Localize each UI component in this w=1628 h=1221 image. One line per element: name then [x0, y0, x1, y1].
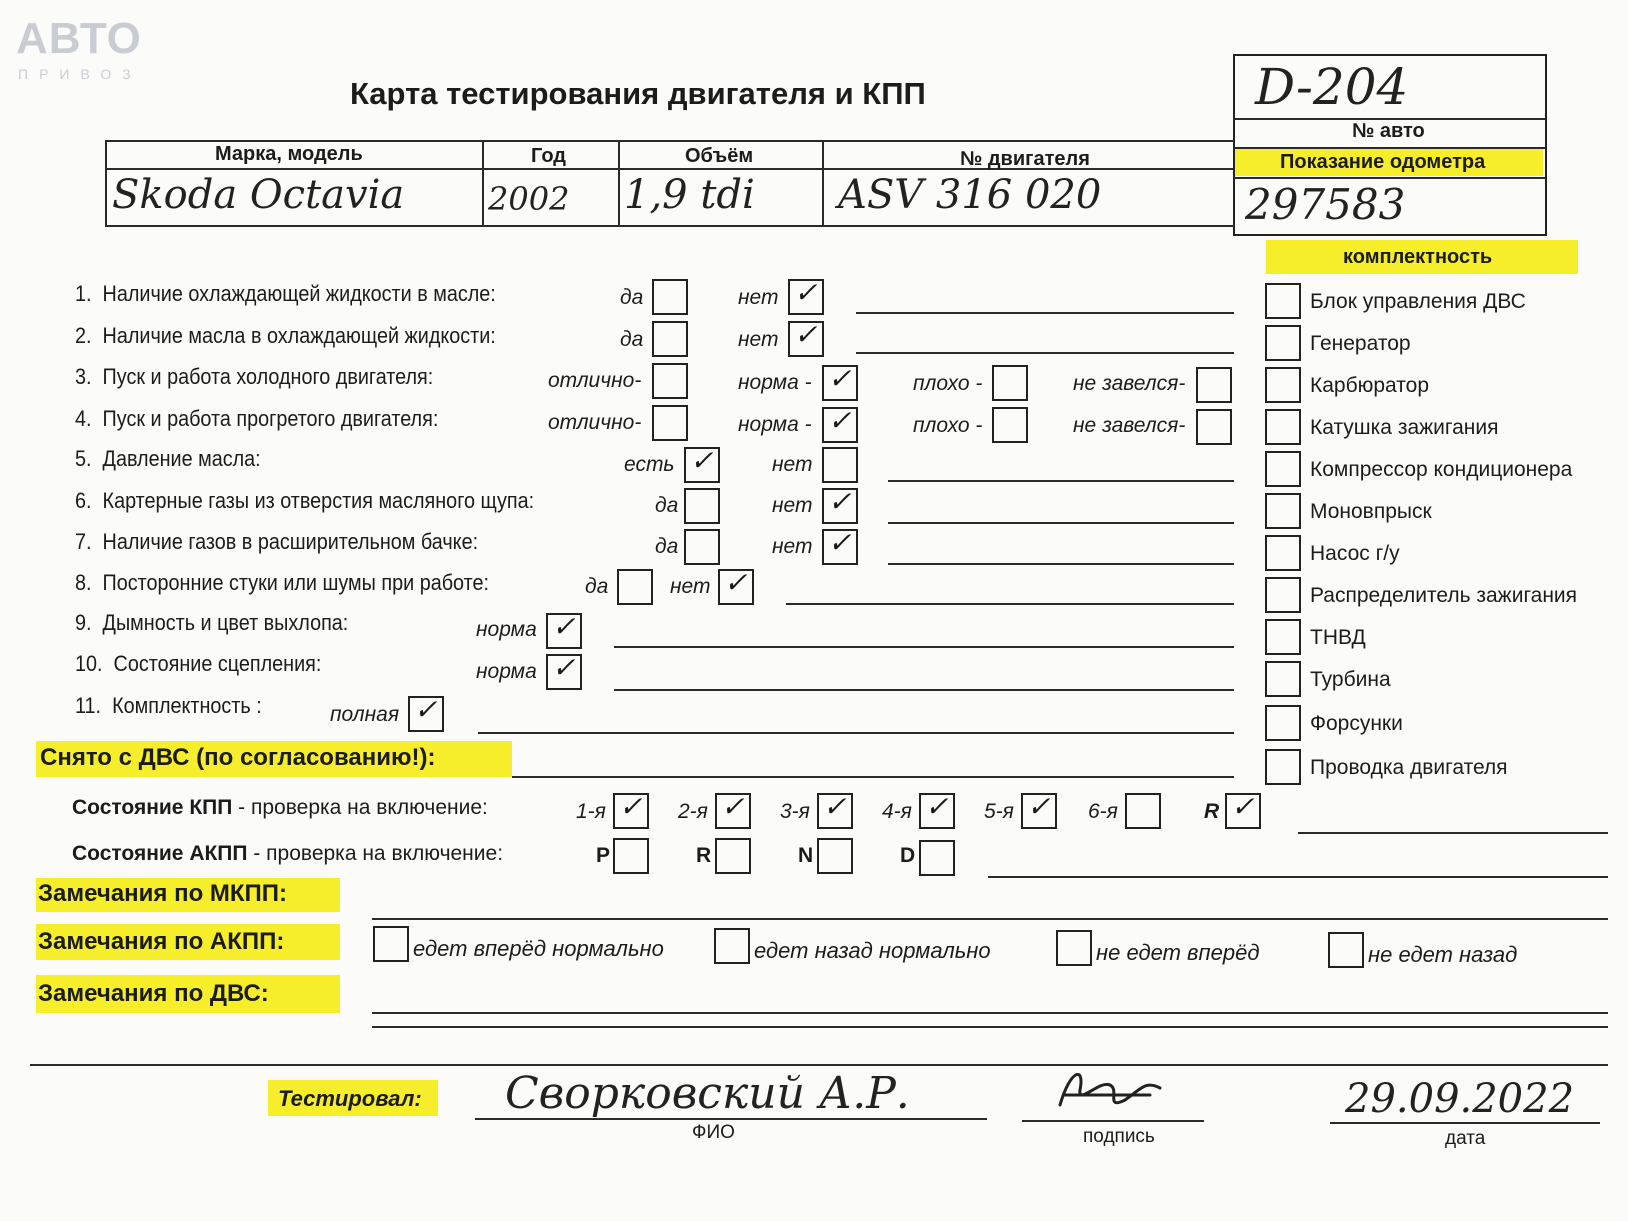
completeness-ignition-coil-label: Катушка зажигания	[1310, 416, 1499, 439]
question-9	[75, 610, 348, 636]
q4-opt-normal-label: норма -	[738, 413, 812, 436]
fio-label: ФИО	[692, 1122, 735, 1143]
akpp-mode-d-label: D	[900, 844, 916, 867]
q2-opt-no-label: нет	[738, 328, 779, 351]
q7-no-checkbox[interactable]	[822, 526, 858, 565]
akpp-no-forward-label: не едет вперёд	[1096, 940, 1260, 965]
col-header-model: Марка, модель	[215, 143, 363, 165]
q5-no-checkbox[interactable]	[822, 447, 858, 483]
question-num: 8.	[75, 570, 92, 595]
removed-label: Снято с ДВС (по согласованию!):	[40, 744, 436, 771]
kpp-label	[72, 796, 488, 820]
value-year: 2002	[488, 180, 570, 218]
q3-nostart-checkbox[interactable]	[1196, 367, 1232, 403]
completeness-ecu-label: Блок управления ДВС	[1310, 290, 1526, 313]
question-text: Наличие охлаждающей жидкости в масле:	[102, 281, 496, 306]
q5-opt-yes-label: есть	[624, 453, 675, 476]
question-text: Картерные газы из отверстия масляного щупа:	[102, 488, 535, 513]
q6-no-checkbox[interactable]	[822, 485, 858, 524]
gear-1-label: 1-я	[576, 800, 606, 823]
q8-yes-checkbox[interactable]	[617, 569, 653, 605]
logo-text: АВТО	[16, 14, 142, 63]
logo	[12, 14, 152, 84]
question-text: Комплектность :	[112, 693, 262, 718]
q8-opt-yes-label: да	[585, 575, 609, 598]
question-text: Наличие масла в охлаждающей жидкости:	[102, 323, 496, 348]
auto-number-value: D-204	[1255, 58, 1409, 116]
question-text: Наличие газов в расширительном бачке:	[102, 529, 479, 554]
q11-full-checkbox[interactable]	[408, 693, 444, 732]
col-header-volume: Объём	[685, 145, 754, 167]
value-model: Skoda Octavia	[112, 172, 405, 218]
q3-opt-normal-label: норма -	[738, 371, 812, 394]
gear-r-label: R	[1204, 800, 1220, 823]
gear-2-checkbox[interactable]	[715, 790, 751, 829]
akpp-mode-r-checkbox[interactable]	[715, 838, 751, 874]
question-num: 4.	[75, 406, 92, 431]
q5-yes-checkbox[interactable]	[684, 444, 720, 483]
checkmark-icon: ✓	[724, 566, 748, 599]
gear-5-checkbox[interactable]	[1021, 790, 1057, 829]
q1-yes-checkbox[interactable]	[652, 279, 688, 315]
q6-opt-no-label: нет	[772, 494, 813, 517]
value-volume: 1,9 tdi	[624, 172, 755, 218]
gear-4-checkbox[interactable]	[919, 790, 955, 829]
question-num: 9.	[75, 610, 92, 635]
completeness-wiring-label: Проводка двигателя	[1310, 756, 1508, 779]
q4-excellent-checkbox[interactable]	[652, 405, 688, 441]
page-title: Карта тестирования двигателя и КПП	[350, 76, 926, 111]
q7-opt-yes-label: да	[655, 535, 679, 558]
akpp-label-bold: Состояние АКПП	[72, 842, 248, 865]
q11-opt-full-label: полная	[330, 703, 400, 726]
q1-no-checkbox[interactable]	[788, 276, 824, 315]
gear-r-checkbox[interactable]	[1225, 790, 1261, 829]
completeness-distributor-label: Распределитель зажигания	[1310, 584, 1578, 607]
auto-number-label: № авто	[1352, 120, 1425, 142]
akpp-mode-n-label: N	[798, 844, 814, 867]
q2-opt-yes-label: да	[620, 328, 644, 351]
checkmark-icon: ✓	[925, 790, 949, 823]
checkmark-icon: ✓	[828, 526, 852, 559]
date-value: 29.09.2022	[1345, 1076, 1575, 1122]
question-11	[75, 693, 262, 719]
q10-normal-checkbox[interactable]	[546, 651, 582, 690]
q4-opt-nostart-label: не завелся-	[1073, 414, 1186, 437]
checkmark-icon: ✓	[552, 651, 576, 684]
completeness-carburetor-label: Карбюратор	[1310, 374, 1430, 397]
akpp-backward-ok-checkbox[interactable]	[714, 928, 750, 964]
completeness-generator-checkbox[interactable]	[1265, 325, 1301, 361]
q5-opt-no-label: нет	[772, 453, 813, 476]
q3-opt-bad-label: плохо -	[913, 372, 983, 395]
q4-normal-checkbox[interactable]	[822, 404, 858, 443]
col-header-year: Год	[531, 145, 566, 167]
question-5	[75, 446, 261, 472]
question-text: Посторонние стуки или шумы при работе:	[102, 570, 490, 595]
checkmark-icon: ✓	[794, 276, 818, 309]
q7-yes-checkbox[interactable]	[684, 529, 720, 565]
q1-opt-yes-label: да	[620, 286, 644, 309]
question-num: 11.	[75, 693, 102, 718]
completeness-wiring-checkbox[interactable]	[1265, 749, 1301, 785]
akpp-mode-r-label: R	[696, 844, 712, 867]
akpp-no-backward-checkbox[interactable]	[1328, 932, 1364, 968]
q4-opt-bad-label: плохо -	[913, 414, 983, 437]
completeness-monoinjection-label: Моновпрыск	[1310, 500, 1432, 523]
question-num: 1.	[75, 281, 92, 306]
completeness-ecu-checkbox[interactable]	[1265, 283, 1301, 319]
question-4	[75, 406, 438, 432]
checkmark-icon: ✓	[690, 444, 714, 477]
gear-3-checkbox[interactable]	[817, 790, 853, 829]
q1-opt-no-label: нет	[738, 286, 779, 309]
question-text: Состояние сцепления:	[113, 651, 322, 676]
gear-6-label: 6-я	[1088, 800, 1118, 823]
q3-opt-nostart-label: не завелся-	[1073, 372, 1186, 395]
q8-opt-no-label: нет	[670, 575, 711, 598]
question-text: Пуск и работа прогретого двигателя:	[102, 406, 439, 431]
completeness-ignition-coil-checkbox[interactable]	[1265, 409, 1301, 445]
checkmark-icon: ✓	[828, 362, 852, 395]
odometer-label: Показание одометра	[1280, 151, 1486, 173]
akpp-mode-n-checkbox[interactable]	[817, 838, 853, 874]
tested-by-label: Тестировал:	[278, 1086, 422, 1111]
question-text: Пуск и работа холодного двигателя:	[102, 364, 434, 389]
logo-subtext: ПРИВОЗ	[18, 66, 142, 82]
question-num: 6.	[75, 488, 92, 513]
akpp-backward-ok-label: едет назад нормально	[754, 938, 991, 963]
gear-2-label: 2-я	[678, 800, 708, 823]
question-text: Дымность и цвет выхлопа:	[102, 610, 349, 635]
tester-name-value: Сворковский А.Р.	[505, 1068, 910, 1119]
question-num: 10.	[75, 651, 103, 676]
completeness-ac-compressor-label: Компрессор кондиционера	[1310, 458, 1573, 481]
q6-opt-yes-label: да	[655, 494, 679, 517]
checkmark-icon: ✓	[828, 404, 852, 437]
completeness-turbo-label: Турбина	[1310, 668, 1391, 691]
completeness-turbo-checkbox[interactable]	[1265, 661, 1301, 697]
completeness-distributor-checkbox[interactable]	[1265, 577, 1301, 613]
q8-no-checkbox[interactable]	[718, 566, 754, 605]
notes-dvs-label: Замечания по ДВС:	[38, 980, 269, 1007]
gear-3-label: 3-я	[780, 800, 810, 823]
date-label: дата	[1445, 1128, 1486, 1149]
completeness-title: комплектность	[1343, 246, 1493, 268]
question-num: 3.	[75, 364, 92, 389]
signature-image	[1050, 1060, 1170, 1120]
value-engine-number: ASV 316 020	[838, 172, 1102, 218]
q9-normal-checkbox[interactable]	[546, 610, 582, 649]
completeness-ps-pump-label: Насос г/у	[1310, 542, 1400, 565]
question-10	[75, 651, 321, 677]
completeness-carburetor-checkbox[interactable]	[1265, 367, 1301, 403]
question-6	[75, 488, 534, 514]
col-header-engine-number: № двигателя	[960, 148, 1090, 170]
question-num: 7.	[75, 529, 92, 554]
question-1	[75, 281, 496, 307]
checkmark-icon: ✓	[552, 610, 576, 643]
q2-no-checkbox[interactable]	[788, 318, 824, 357]
checkmark-icon: ✓	[1027, 790, 1051, 823]
checkmark-icon: ✓	[794, 318, 818, 351]
q3-normal-checkbox[interactable]	[822, 362, 858, 401]
question-7	[75, 529, 478, 555]
completeness-tnvd-checkbox[interactable]	[1265, 619, 1301, 655]
q2-yes-checkbox[interactable]	[652, 321, 688, 357]
gear-6-checkbox[interactable]	[1125, 793, 1161, 829]
odometer-value: 297583	[1245, 180, 1406, 229]
kpp-label-bold: Состояние КПП	[72, 796, 233, 819]
akpp-mode-d-checkbox[interactable]	[919, 840, 955, 876]
checkmark-icon: ✓	[1231, 790, 1255, 823]
signature-label: подпись	[1083, 1126, 1155, 1147]
completeness-monoinjection-checkbox[interactable]	[1265, 493, 1301, 529]
akpp-forward-ok-label: едет вперёд нормально	[413, 936, 664, 961]
akpp-mode-p-label: P	[596, 844, 611, 867]
question-8	[75, 570, 489, 596]
akpp-no-forward-checkbox[interactable]	[1056, 930, 1092, 966]
checkmark-icon: ✓	[823, 790, 847, 823]
question-3	[75, 364, 433, 390]
gear-4-label: 4-я	[882, 800, 912, 823]
q10-opt-normal-label: норма	[476, 660, 537, 683]
akpp-no-backward-label: не едет назад	[1368, 942, 1518, 967]
question-num: 2.	[75, 323, 92, 348]
akpp-label-rest: - проверка на включение:	[247, 842, 504, 865]
q4-opt-excellent-label: отлично-	[548, 411, 642, 434]
q3-bad-checkbox[interactable]	[992, 365, 1028, 401]
checkmark-icon: ✓	[619, 790, 643, 823]
completeness-injectors-label: Форсунки	[1310, 712, 1403, 735]
q4-nostart-checkbox[interactable]	[1196, 409, 1232, 445]
completeness-ps-pump-checkbox[interactable]	[1265, 535, 1301, 571]
gear-5-label: 5-я	[984, 800, 1014, 823]
checkmark-icon: ✓	[721, 790, 745, 823]
completeness-tnvd-label: ТНВД	[1310, 626, 1366, 649]
q9-opt-normal-label: норма	[476, 618, 537, 641]
q3-excellent-checkbox[interactable]	[652, 363, 688, 399]
completeness-generator-label: Генератор	[1310, 332, 1411, 355]
akpp-label	[72, 842, 503, 866]
question-num: 5.	[75, 446, 92, 471]
q4-bad-checkbox[interactable]	[992, 407, 1028, 443]
akpp-forward-ok-checkbox[interactable]	[373, 926, 409, 962]
checkmark-icon: ✓	[828, 485, 852, 518]
kpp-label-rest: - проверка на включение:	[232, 796, 488, 819]
checkmark-icon: ✓	[414, 693, 438, 726]
notes-mkpp-label: Замечания по МКПП:	[38, 880, 288, 907]
gear-1-checkbox[interactable]	[613, 790, 649, 829]
question-2	[75, 323, 496, 349]
completeness-ac-compressor-checkbox[interactable]	[1265, 451, 1301, 487]
akpp-mode-p-checkbox[interactable]	[613, 838, 649, 874]
question-text: Давление масла:	[102, 446, 261, 471]
notes-akpp-label: Замечания по АКПП:	[38, 928, 285, 955]
completeness-injectors-checkbox[interactable]	[1265, 705, 1301, 741]
q7-opt-no-label: нет	[772, 535, 813, 558]
q6-yes-checkbox[interactable]	[684, 488, 720, 524]
q3-opt-excellent-label: отлично-	[548, 369, 642, 392]
